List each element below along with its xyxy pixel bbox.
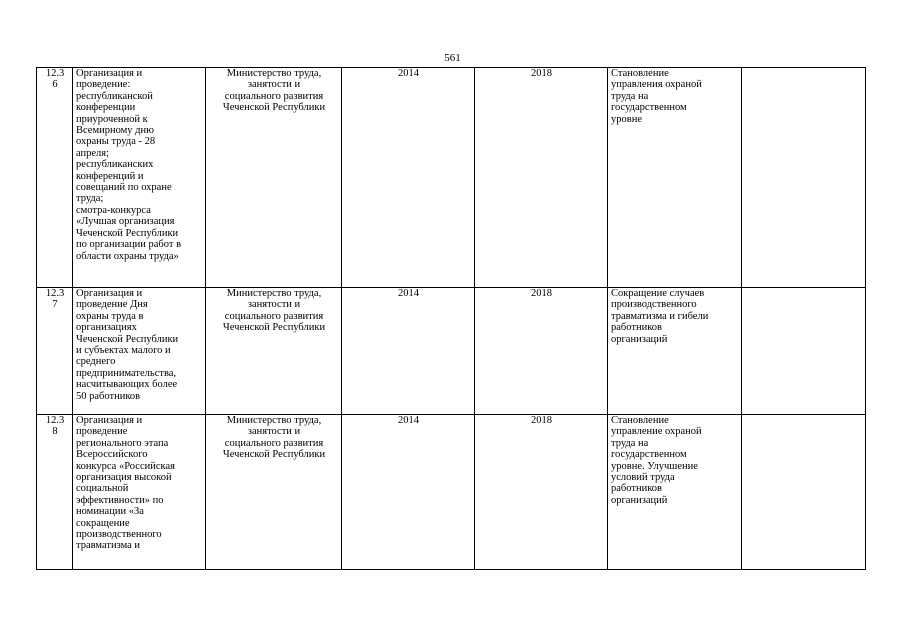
note-cell bbox=[742, 68, 866, 288]
result-cell: Сокращение случаев производственного травматизма и гибели работников организаций bbox=[608, 288, 742, 415]
row-number-cell: 12.3 8 bbox=[37, 415, 73, 570]
start-year-cell: 2014 bbox=[342, 68, 475, 288]
table-row bbox=[37, 415, 866, 570]
activity-cell: Организация и проведение регионального этапа Всероссийского конкурса «Российская организация высокой социальной эффективности» по номинации «За сокращение производственного травматизма и bbox=[73, 415, 206, 570]
note-cell bbox=[742, 415, 866, 570]
executor-cell: Министерство труда, занятости и социального развития Чеченской Республики bbox=[206, 415, 342, 570]
executor-cell: Министерство труда, занятости и социального развития Чеченской Республики bbox=[206, 68, 342, 288]
activity-cell: Организация и проведение: республиканской конференции приуроченной к Всемирному дню охраны труда - 28 апреля; республиканских конференций и совещаний по охране труда; смотра-конкурса «Лучшая организация Чеченской Республики по организации работ в области охраны труда» bbox=[73, 68, 206, 288]
end-year-cell: 2018 bbox=[475, 68, 608, 288]
end-year-cell: 2018 bbox=[475, 415, 608, 570]
result-cell: Становление управление охраной труда на государственном уровне. Улучшение условий труда работников организаций bbox=[608, 415, 742, 570]
activity-cell: Организация и проведение Дня охраны труда в организациях Чеченской Республики и субъектах малого и среднего предпринимательства, насчитывающих более 50 работников bbox=[73, 288, 206, 415]
table-row bbox=[37, 288, 866, 415]
row-number-cell: 12.3 6 bbox=[37, 68, 73, 288]
result-cell: Становление управления охраной труда на государственном уровне bbox=[608, 68, 742, 288]
start-year-cell: 2014 bbox=[342, 415, 475, 570]
end-year-cell: 2018 bbox=[475, 288, 608, 415]
table-row bbox=[37, 68, 866, 288]
measures-table bbox=[36, 67, 866, 570]
executor-cell: Министерство труда, занятости и социального развития Чеченской Республики bbox=[206, 288, 342, 415]
start-year-cell: 2014 bbox=[342, 288, 475, 415]
note-cell bbox=[742, 288, 866, 415]
row-number-cell: 12.3 7 bbox=[37, 288, 73, 415]
page-number: 561 bbox=[444, 52, 461, 64]
